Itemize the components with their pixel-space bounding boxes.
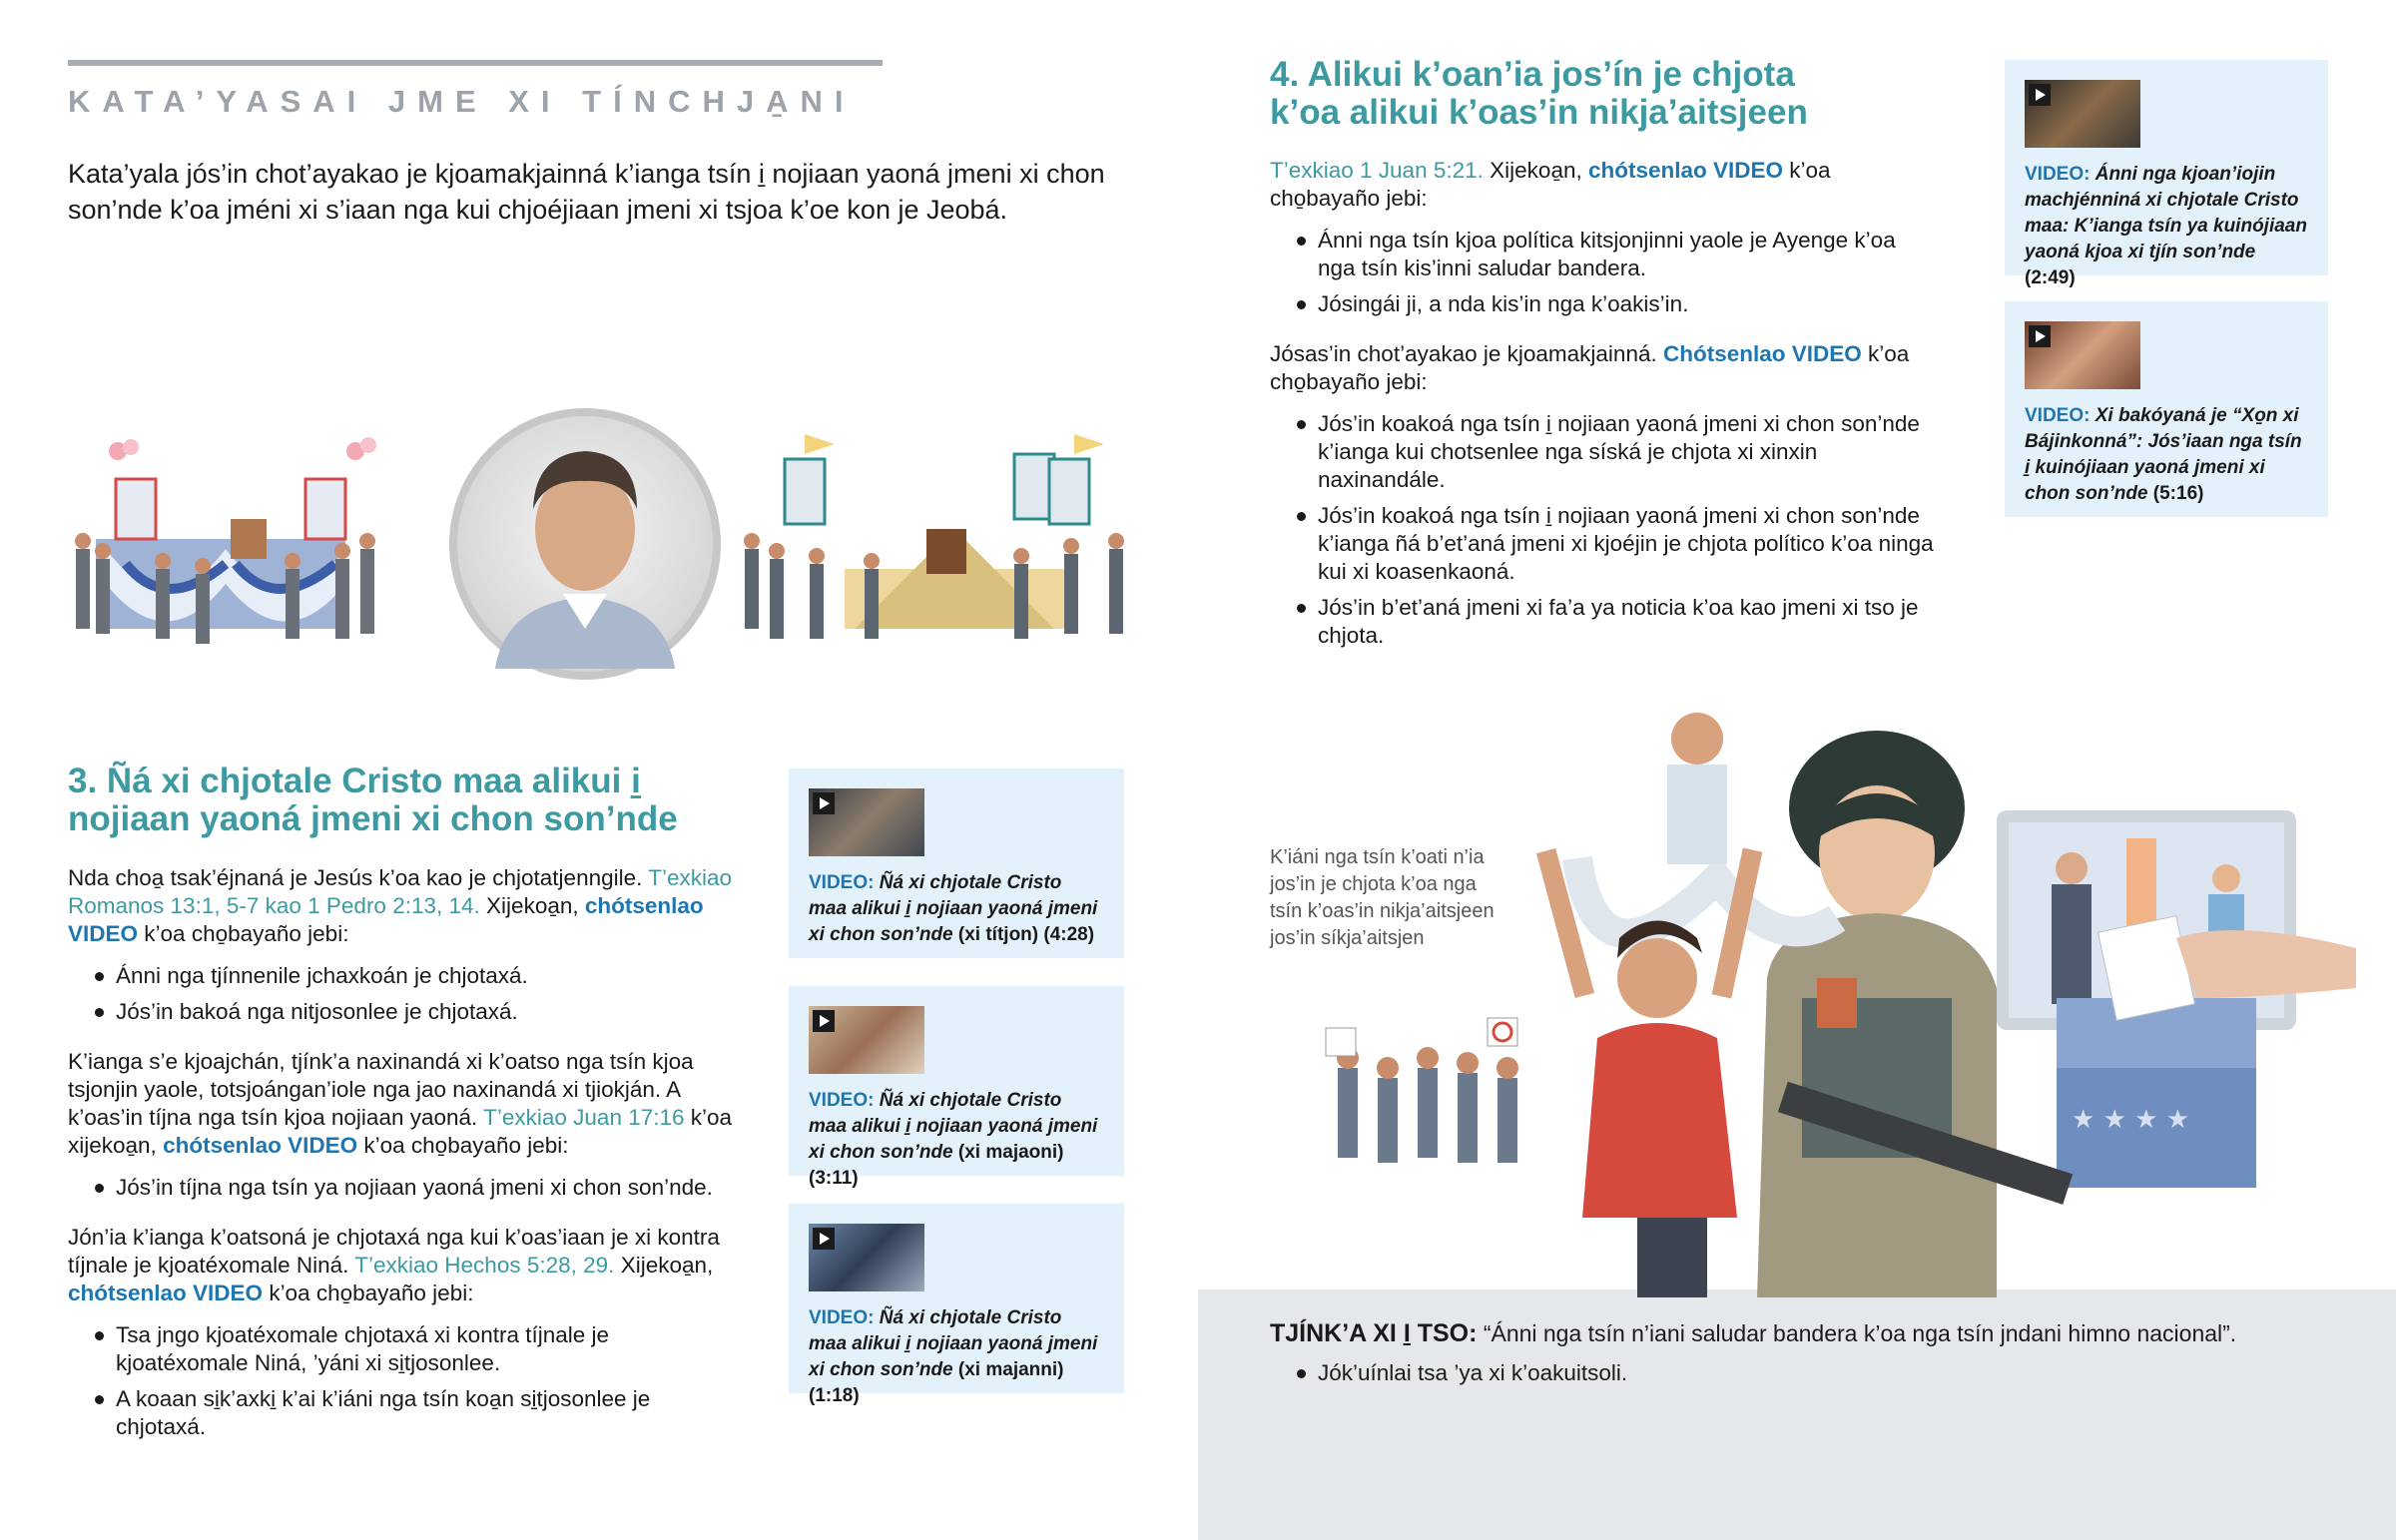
- tjinka-bullets: [1270, 1359, 2368, 1387]
- bullet-item: Jós’in koakoá nga tsín i̱ nojiaan yaoná jmeni xi chon son’nde k’ianga kui chotsenlee nga síská je chjota xi xinxin naxinandále.: [1270, 410, 1937, 494]
- paragraph-text: Nda choa̱ tsak’éjnaná je Jesús k’oa kao je chjotatjenngile.: [68, 865, 643, 890]
- illustration-caption: K’iáni nga tsín k’oati n’ia jos’in je chjota k’oa nga tsín k’oas’in nikja’aitsjeen jos’in síkja’aitsjen: [1270, 846, 1495, 949]
- paragraph-text: k’oa cho̱bayaño jebi:: [1270, 158, 1831, 211]
- video-label: VIDEO:: [809, 872, 875, 893]
- video-duration: (xi majaoni) (3:11): [809, 1142, 1064, 1189]
- section-4-title-line2: k’oa alikui k’oas’in nikja’aitsjeen: [1270, 93, 1808, 132]
- paragraph-text: K’ianga s’e kjoajchán, tjínk’a naxinandá xi k’oatso nga tsín kjoa tsjonjin yaole, totsjoángan’iole nga jao naxinandá xi tjiokján. A k’oas’in tíjna nga tsín kjoa nojiaan yaoná.: [68, 1049, 694, 1130]
- paragraph-text: Xijekoa̱n,: [620, 1253, 714, 1278]
- video-caption: [809, 870, 1104, 948]
- intro-text: Kata’yala jós’in chot’ayakao je kjoamakjainná k’ianga tsín i̱ nojiaan yaoná jmeni xi chon son’nde k’oa jméni xi s’iaan nga kui chjoéjiaan jmeni xi tsjoa k’oe kon je Jeobá.: [68, 159, 1105, 225]
- illustration-political-rallies: [66, 399, 1154, 689]
- scripture-link[interactable]: T’exkiao Juan 17:16: [483, 1105, 685, 1130]
- video-card-2[interactable]: [789, 986, 1124, 1189]
- video-card-4[interactable]: [2005, 60, 2328, 288]
- paragraph-text: Xijekoa̱n,: [1490, 158, 1582, 183]
- video-caption: [2025, 162, 2308, 291]
- video-card-3[interactable]: [789, 1204, 1124, 1406]
- video-title: Ánni nga kjoan’iojin machjénniná xi chjotale Cristo maa: K’ianga tsín ya kuinójiaan yaoná kjoa xi tjín son’nde: [2025, 164, 2307, 262]
- video-card-5[interactable]: [2005, 301, 2328, 517]
- svg-text:★ ★ ★ ★: ★ ★ ★ ★: [2072, 1105, 2190, 1135]
- video-caption: [2025, 403, 2308, 507]
- video-link[interactable]: chótsenlao VIDEO: [1587, 158, 1784, 183]
- paragraph-text: k’oa cho̱bayaño jebi:: [1270, 341, 1910, 394]
- video-card-1[interactable]: [789, 769, 1124, 958]
- video-link[interactable]: chótsenlao VIDEO: [68, 893, 704, 946]
- section-3-paragraph-1: [68, 864, 747, 948]
- section-3-paragraph-2: [68, 1048, 747, 1160]
- portrait-circle-art: [449, 408, 721, 680]
- bullet-item: Jós’in b’et’aná jmeni xi fa’a ya noticia k’oa kao jmeni xi tso je chjota.: [1270, 594, 1937, 650]
- bullet-item: Jós’in koakoá nga tsín i̱ nojiaan yaoná jmeni xi chon son’nde k’ianga ñá b’et’aná jmeni xi kjoéjin je chjota político k’oa ninga kui xi koasenkaoná.: [1270, 502, 1937, 586]
- video-title: Ñá xi chjotale Cristo maa alikui i̱ nojiaan yaoná jmeni xi chon son’nde: [809, 872, 1098, 945]
- play-icon: [813, 792, 835, 814]
- video-label: VIDEO:: [809, 1307, 875, 1328]
- young-man-art: [1667, 713, 1727, 864]
- paragraph-text: k’oa cho̱bayaño jebi:: [144, 921, 349, 946]
- tjinka-quote: “Ánni nga tsín n’iani saludar bandera k’oa nga tsín jndani himno nacional”.: [1483, 1320, 2237, 1346]
- video-thumbnail[interactable]: [809, 1006, 924, 1074]
- tjinka-line: [1270, 1319, 2368, 1347]
- video-title: Ñá xi chjotale Cristo maa alikui i̱ nojiaan yaoná jmeni xi chon son’nde: [809, 1090, 1098, 1163]
- tjinka-block: [1270, 1319, 2368, 1395]
- paragraph-text: Xijekoa̱n,: [486, 893, 579, 918]
- section-3-paragraph-3: [68, 1224, 747, 1307]
- video-thumbnail[interactable]: [809, 1224, 924, 1291]
- right-rally-art: [744, 434, 1124, 639]
- section-4-paragraph-2: [1270, 340, 1941, 396]
- heading-rule: [68, 60, 883, 66]
- paragraph-text: k’oa cho̱bayaño jebi:: [363, 1133, 569, 1158]
- bullet-item: Ánni nga tjínnenile jchaxkoán je chjotaxá.: [68, 962, 747, 990]
- section-4-body: [1270, 157, 1941, 658]
- video-link[interactable]: chótsenlao VIDEO: [68, 1281, 264, 1305]
- page-heading: KATA’YASAI JME XI TÍNCHJA̱NI: [68, 84, 856, 119]
- scripture-link[interactable]: T’exkiao Romanos 13:1, 5-7 kao 1 Pedro 2:13, 14.: [68, 865, 733, 918]
- bullet-item: Ánni nga tsín kjoa política kitsjonjinni yaole je Ayenge k’oa nga tsín kis’inni saludar bandera.: [1270, 227, 1929, 282]
- tjinka-label: TJÍNK’A XI I̱ TSO:: [1270, 1319, 1478, 1347]
- bullet-item: Tsa jngo kjoatéxomale chjotaxá xi kontra tíjnale je kjoatéxomale Niná, ’yáni xi si̱tjosonlee.: [68, 1321, 667, 1377]
- bullet-item: A koaan si̱k’axki̱ k’ai k’iáni nga tsín koa̱n si̱tjosonlee je chjotaxá.: [68, 1385, 667, 1441]
- illustration-neutrality: [1298, 699, 2376, 1297]
- bullet-item: Jók’uínlai tsa ’ya xi k’oakuitsoli.: [1270, 1359, 2368, 1387]
- section-4-bullets-1: [1270, 227, 1929, 318]
- video-duration: (xi majanni) (1:18): [809, 1359, 1064, 1406]
- play-icon: [2029, 84, 2051, 106]
- video-label: VIDEO:: [809, 1090, 875, 1111]
- section-4-title-line1: 4. Alikui k’oan’ia jos’ín je chjota: [1270, 55, 1795, 94]
- section-4-title: [1270, 56, 1969, 132]
- video-thumbnail[interactable]: [2025, 321, 2140, 389]
- video-thumbnail[interactable]: [2025, 80, 2140, 148]
- video-duration: (2:49): [2025, 267, 2076, 288]
- scripture-link[interactable]: T’exkiao 1 Juan 5:21.: [1270, 158, 1484, 183]
- section-3-bullets-2: [68, 1174, 747, 1202]
- paragraph-text: k’oa xijekoa̱n,: [68, 1105, 733, 1158]
- video-thumbnail[interactable]: [809, 788, 924, 856]
- video-title: Xi bakóyaná je “Xo̱n xi Bájinkonná”: Jós’iaan nga tsín i̱ kuinójiaan yaoná jmeni xi chon son’nde: [2025, 405, 2302, 504]
- play-icon: [2029, 325, 2051, 347]
- section-3-body: [68, 864, 747, 1449]
- video-title: Ñá xi chjotale Cristo maa alikui i̱ nojiaan yaoná jmeni xi chon son’nde: [809, 1307, 1098, 1380]
- video-duration: (5:16): [2152, 483, 2204, 504]
- video-label: VIDEO:: [2025, 164, 2091, 185]
- section-3-title-line2: nojiaan yaoná jmeni xi chon son’nde: [68, 799, 678, 838]
- play-icon: [813, 1010, 835, 1032]
- bullet-item: Jós’in bakoá nga nitjosonlee je chjotaxá.: [68, 998, 747, 1026]
- section-3-title: [68, 763, 767, 838]
- section-4-paragraph-1: [1270, 157, 1941, 213]
- bullet-item: Jósingái ji, a nda kis’in nga k’oakis’in.: [1270, 290, 1929, 318]
- bullet-item: Jós’in tíjna nga tsín ya nojiaan yaoná jmeni xi chon son’nde.: [68, 1174, 747, 1202]
- paragraph-text: Jón’ia k’ianga k’oatsoná je chjotaxá nga kui k’oas’iaan je xi kontra tíjnale je kjoatéxomale Niná.: [68, 1225, 720, 1278]
- video-link[interactable]: chótsenlao VIDEO: [163, 1133, 358, 1158]
- video-caption: [809, 1305, 1104, 1409]
- video-duration: (xi títjon) (4:28): [957, 924, 1095, 945]
- video-caption: [809, 1088, 1104, 1192]
- play-icon: [813, 1228, 835, 1250]
- paragraph-text: Jósas’in chot’ayakao je kjoamakjainná.: [1270, 341, 1657, 366]
- video-link[interactable]: Chótsenlao VIDEO: [1662, 341, 1862, 366]
- protesters-art: [1326, 1018, 1518, 1163]
- section-3-title-line1: 3. Ñá xi chjotale Cristo maa alikui i̱: [68, 762, 641, 800]
- video-label: VIDEO:: [2025, 405, 2091, 426]
- section-3-bullets-1: [68, 962, 747, 1026]
- paragraph-text: k’oa cho̱bayaño jebi:: [269, 1281, 474, 1305]
- section-3-bullets-3: [68, 1321, 667, 1441]
- scripture-link[interactable]: T’exkiao Hechos 5:28, 29.: [354, 1253, 615, 1278]
- left-rally-art: [75, 437, 376, 644]
- section-4-bullets-2: [1270, 410, 1937, 650]
